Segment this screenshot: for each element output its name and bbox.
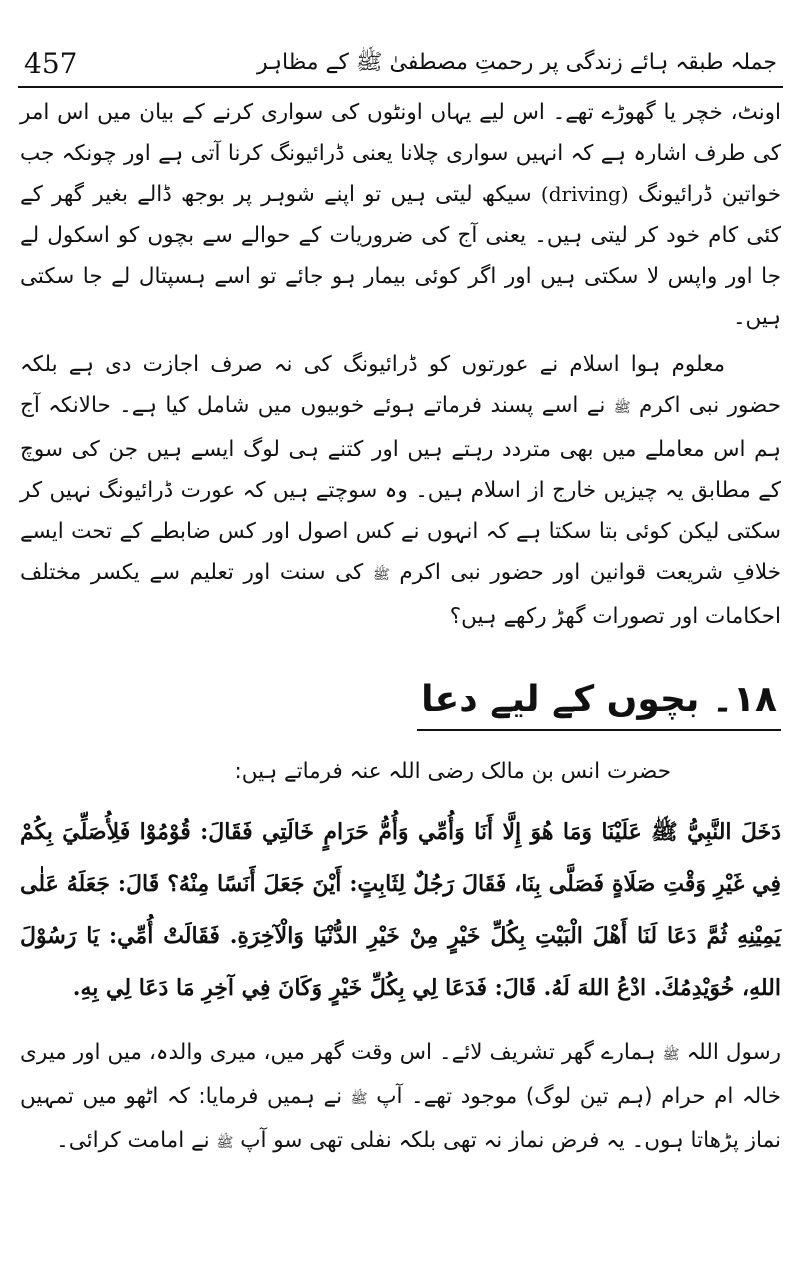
page-header [18,8,783,88]
paragraph-text: نے اسے پسند فرماتے ہوئے خوبیوں میں شامل کیا ہے۔ حالانکہ آج ہم اس معاملے میں بھی متردد رہتے ہیں اور کتنے ہی لوگ ایسے ہیں جن کی سوچ کے مطابق یہ چیزیں خارج از اسلام ہیں۔ وہ سوچتے ہیں کہ عورت ڈرائیونگ نہیں کر سکتی لیکن کوئی بتا سکتا ہے کہ انہوں نے کس اصول اور کس ضابطے کے تحت ایسے خلافِ شریعت قوانین اور حضور نبی اکرم [20,393,781,585]
paragraph-text: اونٹ، خچر یا گھوڑے تھے۔ اس لیے یہاں اونٹوں کی سواری کرنے کے بیان میں اس امر کی طرف اشارہ ہے کہ انہیں سواری چلانا یعنی ڈرائیونگ کرنا آتی ہے اور چونکہ جب خواتین ڈرائیونگ [20,100,782,207]
salutation-glyph: ﷺ [350,1091,368,1107]
running-title: جملہ طبقہ ہائے زندگی پر رحمتِ مصطفیٰ ﷺ کے مظاہر [257,50,777,75]
paragraph-text: رسول اللہ [686,1040,781,1065]
narrator-line: حضرت انس بن مالک رضی اللہ عنہ فرماتے ہیں: [234,759,671,784]
page-number: 457 [24,47,78,80]
paragraph-text: کی سنت اور تعلیم سے یکسر مختلف احکامات اور تصورات گھڑ رکھے ہیں؟ [20,560,781,629]
hadith-arabic-text: دَخَلَ النَّبِيُّ ﷺ عَلَيْنَا وَمَا هُوَ إِلَّا أَنَا وَأُمِّي وَأُمُّ حَرَامٍ خَالَتِي فَقَالَ: قُوْمُوْا فَلِأُصَلِّيَ بِكُمْ فِي غَيْرِ وَقْتِ صَلَاةٍ فَصَلَّى بِنَا، فَقَالَ رَجُلٌ لِثَابِتٍ: أَيْنَ جَعَلَ أَنَسًا مِنْهُ؟ قَالَ: جَعَلَهُ عَلٰى يَمِيْنِهِ ثُمَّ دَعَا لَنَا أَهْلَ الْبَيْتِ بِكُلِّ خَيْرٍ مِنْ خَيْرِ الدُّنْيَا وَالْآخِرَةِ. فَقَالَتْ أُمِّي: يَا رَسُوْلَ اللهِ، خُوَيْدِمُكَ. ادْعُ اللهَ لَهُ. قَالَ: فَدَعَا لِي بِكُلِّ خَيْرٍ وَكَانَ فِي آخِرِ مَا دَعَا لِي بِهِ. [20,819,781,1001]
hadith-translation [20,1032,781,1164]
paragraph-text: ہمارے گھر تشریف لائے۔ اس وقت گھر میں، میری والدہ، میں اور میری خالہ ام حرام (ہم تین لوگ) موجود تھے۔ آپ [20,1040,781,1109]
paragraph-text: سیکھ لیتی ہیں تو اپنے شوہر پر بوجھ ڈالے بغیر گھر کے کئی کام خود کر لیتی ہیں۔ یعنی آج کی ضروریات کے حوالے سے بچوں کو اسکول لے جا اور واپس لا سکتی ہیں اور اگر کوئی بیمار ہو جائے تو اسے ہسپتال لے جا سکتی ہیں۔ [20,182,781,330]
salutation-glyph: ﷺ [662,1047,680,1063]
paragraph-text: نے ہمیں فرمایا: کہ اٹھو میں تمہیں نماز پڑھاتا ہوں۔ یہ فرض نماز نہ تھی بلکہ نفلی تھی سو آپ [20,1084,781,1153]
paragraph-text: نے امامت کرائی۔ [56,1128,210,1153]
salutation-glyph: ﷺ [216,1135,234,1151]
paragraph-text: معلوم ہوا اسلام نے عورتوں کو ڈرائیونگ کی نہ صرف اجازت دی ہے بلکہ حضور نبی اکرم [20,352,781,418]
intro-paragraph [20,92,781,338]
salutation-glyph: ﷺ [372,567,390,583]
second-paragraph [20,344,781,637]
section-heading: ۱۸۔ بچوں کے لیے دعا [417,673,781,731]
page-body [20,92,781,1170]
latin-term: (driving) [540,182,629,206]
salutation-glyph: ﷺ [613,400,631,416]
